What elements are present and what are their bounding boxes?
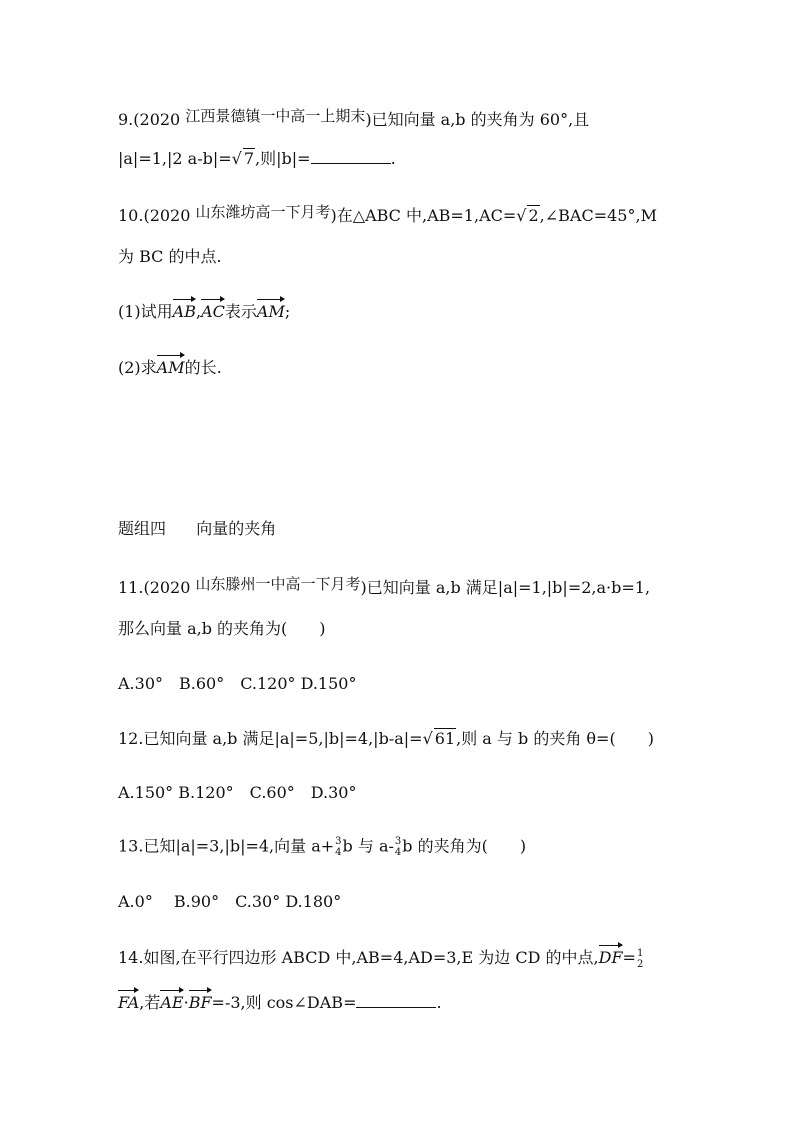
vector-bf: BF xyxy=(188,993,212,1012)
q12-text-a: 12.已知向量 a,b 满足|a|=5,|b|=4,|b-a|= xyxy=(118,729,423,748)
q13-text-b: b 与 a- xyxy=(342,836,394,856)
q13-line1 xyxy=(118,836,526,858)
q10-part1-suffix: ; xyxy=(284,302,291,321)
q13-text-c: b 的夹角为( ) xyxy=(402,836,527,856)
q14-text-d: . xyxy=(436,993,442,1012)
q14-text-c: =-3,则 cos∠DAB= xyxy=(211,993,357,1012)
q13-options: A.0° B.90° C.30° D.180° xyxy=(118,892,342,911)
q10-number: 10.(2020 xyxy=(118,206,191,225)
q14-line1 xyxy=(118,946,644,970)
vector-ab: AB xyxy=(172,302,196,321)
q13-frac1-den: 4 xyxy=(335,847,342,858)
q11-text: )已知向量 a,b 满足|a|=1,|b|=2,a·b=1, xyxy=(360,578,651,597)
vector-df: DF xyxy=(598,948,623,967)
vector-am: AM xyxy=(256,302,285,321)
q10-part1-prefix: (1)试用 xyxy=(118,302,173,321)
q14-fraction xyxy=(637,948,643,970)
q13-frac2-den: 4 xyxy=(394,847,402,858)
q9-number: 9.(2020 xyxy=(118,110,181,129)
q9-text: )已知向量 a,b 的夹角为 60°,且 xyxy=(365,110,590,129)
q10-text-a: )在△ABC 中,AB=1,AC= xyxy=(330,206,517,225)
q10-part1-mid: 表示 xyxy=(224,302,257,321)
q9-sqrt: 7 xyxy=(243,149,255,168)
q10-comma: , xyxy=(195,302,202,321)
q10-line1: 10.(2020 山东潍坊高一下月考)在△ABC 中,AB=1,AC=√ 2,∠BAC=45°,M xyxy=(118,203,657,225)
vector-ac: AC xyxy=(201,302,225,321)
vector-ae: AE xyxy=(160,993,184,1012)
q10-line2: 为 BC 的中点. xyxy=(118,247,222,266)
q9-source: 江西景德镇一中高一上期末 xyxy=(185,107,366,125)
q13-frac1-num: 3 xyxy=(335,836,342,847)
q12-text-b: ,则 a 与 b 的夹角 θ=( ) xyxy=(456,729,654,748)
q12-sqrt: 61 xyxy=(434,729,456,748)
q10-text-b: ,∠BAC=45°,M xyxy=(539,206,657,225)
q9-answer-blank[interactable] xyxy=(311,149,391,164)
vector-fa: FA xyxy=(118,993,140,1012)
q9-text-b: ,则|b|= xyxy=(255,149,311,168)
section-subtitle: 向量的夹角 xyxy=(196,519,277,538)
q11-options: A.30° B.60° C.120° D.150° xyxy=(118,674,357,693)
q10-sqrt: 2 xyxy=(528,206,539,225)
q13-fraction-2 xyxy=(395,836,401,858)
section-heading xyxy=(118,519,276,539)
q14-dot: · xyxy=(183,993,189,1012)
q14-answer-blank[interactable] xyxy=(356,993,436,1008)
q9-text-a: |a|=1,|2 a-b|= xyxy=(118,149,232,168)
q11-source: 山东滕州一中高一下月考 xyxy=(195,575,361,593)
q10-part2 xyxy=(118,356,222,378)
vector-am-2: AM xyxy=(156,358,185,377)
q10-source: 山东潍坊高一下月考 xyxy=(195,203,331,221)
q13-fraction-1 xyxy=(335,836,341,858)
q10-part2-prefix: (2)求 xyxy=(118,358,157,377)
q14-frac-num: 1 xyxy=(636,947,644,959)
q14-line2 xyxy=(118,991,442,1013)
q13-frac2-num: 3 xyxy=(394,836,402,847)
q11-line1 xyxy=(118,575,651,598)
q14-eq: = xyxy=(622,948,636,967)
q12-line1: 12.已知向量 a,b 满足|a|=5,|b|=4,|b-a|=√ 61,则 a 与 b 的夹角 θ=( ) xyxy=(118,729,654,748)
q9-text-c: . xyxy=(390,149,396,168)
q14-text-b: ,若 xyxy=(139,993,161,1012)
q12-options: A.150° B.120° C.60° D.30° xyxy=(118,783,357,802)
q11-number: 11.(2020 xyxy=(118,578,191,597)
q10-part2-suffix: 的长. xyxy=(184,358,222,377)
q13-text-a: 13.已知|a|=3,|b|=4,向量 a+ xyxy=(118,836,335,856)
q11-line2: 那么向量 a,b 的夹角为( ) xyxy=(118,619,326,638)
q14-text-a: 14.如图,在平行四边形 ABCD 中,AB=4,AD=3,E 为边 CD 的中点, xyxy=(118,948,599,967)
q9-line1 xyxy=(118,107,590,130)
section-title: 题组四 xyxy=(118,519,167,538)
q10-part1 xyxy=(118,300,290,322)
q14-frac-den: 2 xyxy=(636,958,644,970)
q9-line2: |a|=1,|2 a-b|=√ 7,则|b|= . xyxy=(118,149,396,168)
